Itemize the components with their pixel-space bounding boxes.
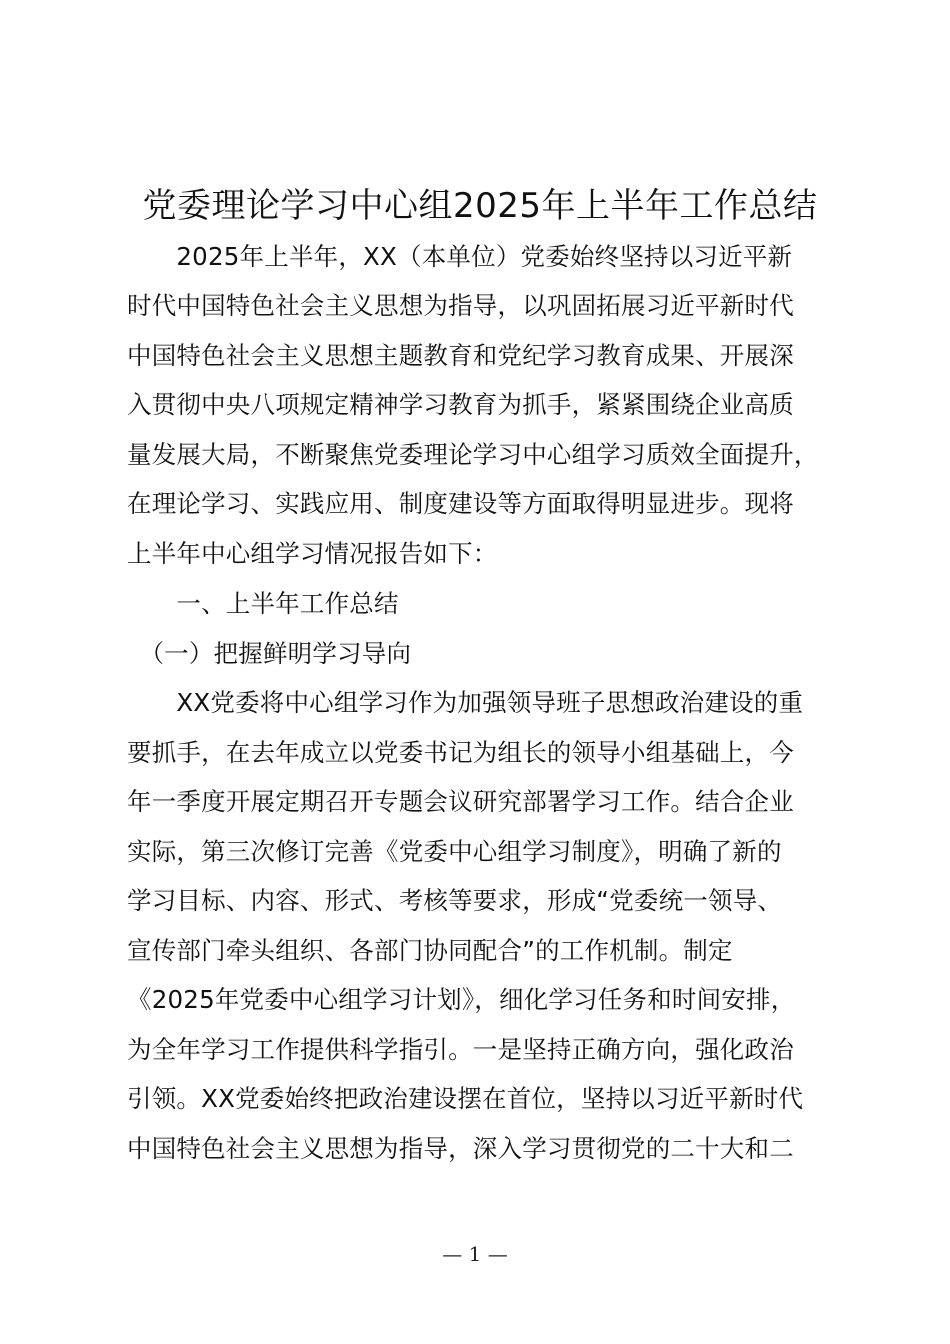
document-title: 党委理论学习中心组2025年上半年工作总结 — [142, 186, 818, 226]
body-line: 时代中国特色社会主义思想为指导，以巩固拓展习近平新时代 — [127, 291, 794, 320]
body-line: 中国特色社会主义思想为指导，深入学习贯彻党的二十大和二 — [127, 1134, 794, 1163]
page-number: — 1 — — [442, 1242, 508, 1266]
body-line: 为全年学习工作提供科学指引。一是坚持正确方向，强化政治 — [127, 1035, 794, 1064]
body-line: 在理论学习、实践应用、制度建设等方面取得明显进步。现将 — [127, 489, 794, 518]
subsection-heading: （一）把握鲜明学习导向 — [127, 639, 412, 668]
body-line: 中国特色社会主义思想主题教育和党纪学习教育成果、开展深 — [127, 341, 794, 370]
body-line: 宣传部门牵头组织、各部门协同配合”的工作机制。制定 — [127, 936, 733, 965]
body-line: 要抓手，在去年成立以党委书记为组长的领导小组基础上，今 — [127, 738, 794, 767]
body-line: 实际，第三次修订完善《党委中心组学习制度》，明确了新的 — [127, 837, 782, 866]
body-line: XX党委将中心组学习作为加强领导班子思想政治建设的重 — [127, 688, 804, 717]
section-heading: 一、上半年工作总结 — [127, 589, 399, 618]
body-line: 量发展大局，不断聚焦党委理论学习中心组学习质效全面提升， — [127, 440, 819, 469]
body-line: 入贯彻中央八项规定精神学习教育为抓手，紧紧围绕企业高质 — [127, 390, 794, 419]
body-line: 上半年中心组学习情况报告如下： — [127, 539, 498, 568]
body-line: 学习目标、内容、形式、考核等要求，形成“党委统一领导、 — [127, 886, 783, 915]
body-line: 引领。XX党委始终把政治建设摆在首位，坚持以习近平新时代 — [127, 1084, 804, 1113]
body-line: 《2025年党委中心组学习计划》，细化学习任务和时间安排， — [127, 985, 796, 1014]
body-line: 2025年上半年，XX（本单位）党委始终坚持以习近平新 — [127, 242, 793, 271]
body-line: 年一季度开展定期召开专题会议研究部署学习工作。结合企业 — [127, 787, 794, 816]
